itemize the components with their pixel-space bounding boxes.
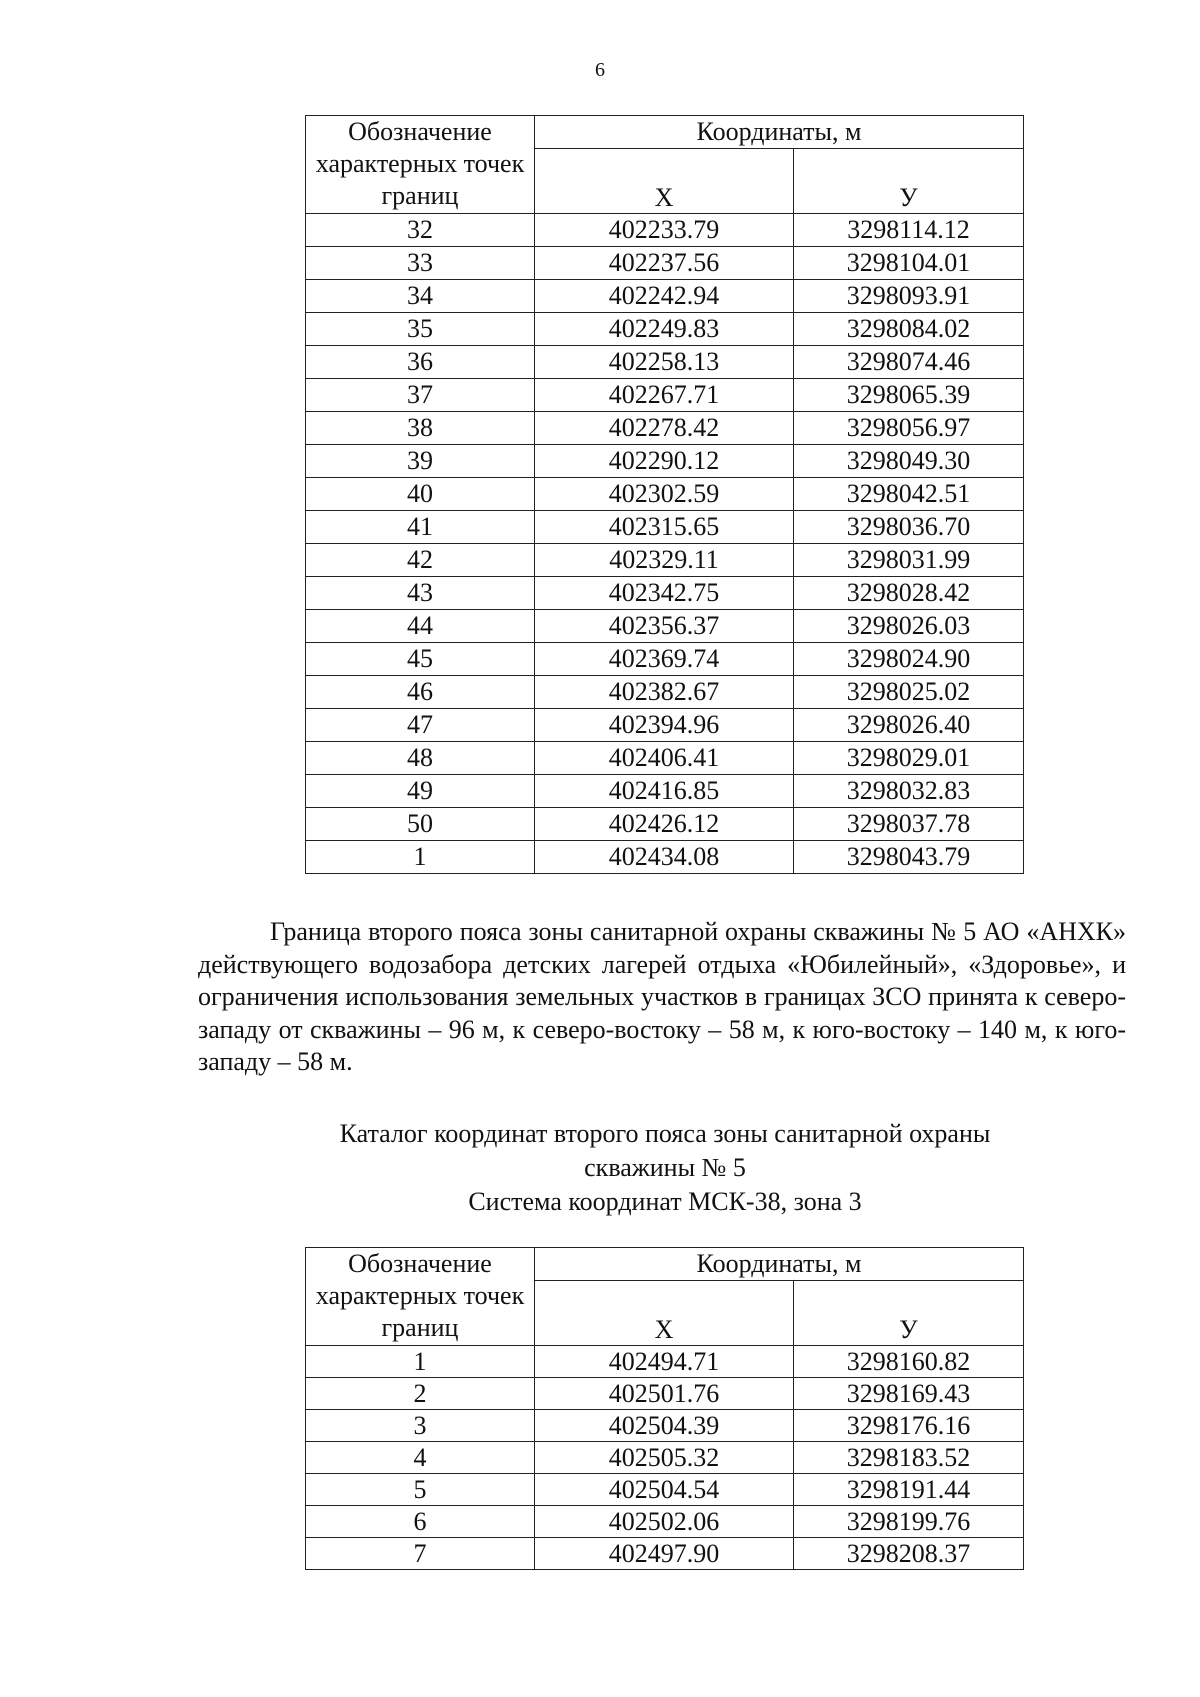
table-row: [306, 1538, 1024, 1570]
table-row: [306, 1506, 1024, 1538]
x-coordinate-cell: 402342.75: [535, 577, 794, 610]
y-coordinate-cell: 3298032.83: [794, 775, 1024, 808]
point-number-cell: 1: [306, 1346, 535, 1378]
y-coordinate-cell: 3298160.82: [794, 1346, 1024, 1378]
table-row: [306, 412, 1024, 445]
point-number-cell: 6: [306, 1506, 535, 1538]
x-coordinate-cell: 402302.59: [535, 478, 794, 511]
x-coordinate-cell: 402505.32: [535, 1442, 794, 1474]
y-coordinate-cell: 3298093.91: [794, 280, 1024, 313]
x-coordinate-cell: 402394.96: [535, 709, 794, 742]
point-number-cell: 42: [306, 544, 535, 577]
table-row: [306, 643, 1024, 676]
x-coordinate-cell: 402258.13: [535, 346, 794, 379]
point-number-cell: 2: [306, 1378, 535, 1410]
x-coordinate-cell: 402249.83: [535, 313, 794, 346]
point-number-cell: 45: [306, 643, 535, 676]
y-coordinate-cell: 3298031.99: [794, 544, 1024, 577]
table-row: [306, 1346, 1024, 1378]
y-coordinate-cell: 3298026.03: [794, 610, 1024, 643]
point-number-cell: 32: [306, 214, 535, 247]
x-coordinate-cell: 402504.54: [535, 1474, 794, 1506]
y-coordinate-cell: 3298169.43: [794, 1378, 1024, 1410]
table-row: [306, 808, 1024, 841]
x-coordinate-cell: 402494.71: [535, 1346, 794, 1378]
y-coordinate-cell: 3298024.90: [794, 643, 1024, 676]
header-y: У: [794, 1281, 1024, 1346]
x-coordinate-cell: 402369.74: [535, 643, 794, 676]
table-row: [306, 610, 1024, 643]
point-number-cell: 40: [306, 478, 535, 511]
table-row: [306, 346, 1024, 379]
point-number-cell: 38: [306, 412, 535, 445]
table-row: [306, 379, 1024, 412]
y-coordinate-cell: 3298056.97: [794, 412, 1024, 445]
y-coordinate-cell: 3298208.37: [794, 1538, 1024, 1570]
point-number-cell: 48: [306, 742, 535, 775]
table-row: [306, 841, 1024, 874]
y-coordinate-cell: 3298065.39: [794, 379, 1024, 412]
y-coordinate-cell: 3298084.02: [794, 313, 1024, 346]
header-point-label: Обозначение характерных точек границ: [306, 1248, 535, 1346]
x-coordinate-cell: 402315.65: [535, 511, 794, 544]
point-number-cell: 39: [306, 445, 535, 478]
point-number-cell: 47: [306, 709, 535, 742]
point-number-cell: 49: [306, 775, 535, 808]
y-coordinate-cell: 3298025.02: [794, 676, 1024, 709]
point-number-cell: 1: [306, 841, 535, 874]
x-coordinate-cell: 402242.94: [535, 280, 794, 313]
page-number: 6: [595, 59, 605, 81]
table-row: [306, 247, 1024, 280]
x-coordinate-cell: 402237.56: [535, 247, 794, 280]
point-number-cell: 35: [306, 313, 535, 346]
table-row: [306, 1474, 1024, 1506]
table-row: [306, 1410, 1024, 1442]
table-row: [306, 676, 1024, 709]
table-row: [306, 544, 1024, 577]
table-row: [306, 742, 1024, 775]
x-coordinate-cell: 402278.42: [535, 412, 794, 445]
header-coordinates: Координаты, м: [535, 116, 1024, 149]
y-coordinate-cell: 3298042.51: [794, 478, 1024, 511]
x-coordinate-cell: 402504.39: [535, 1410, 794, 1442]
point-number-cell: 4: [306, 1442, 535, 1474]
header-y: У: [794, 149, 1024, 214]
table-row: [306, 577, 1024, 610]
point-number-cell: 44: [306, 610, 535, 643]
catalog-caption-line-1: Каталог координат второго пояса зоны санитарной охраны: [339, 1119, 991, 1148]
x-coordinate-cell: 402382.67: [535, 676, 794, 709]
x-coordinate-cell: 402406.41: [535, 742, 794, 775]
table-row: [306, 313, 1024, 346]
x-coordinate-cell: 402290.12: [535, 445, 794, 478]
catalog-caption-line-2: скважины № 5: [584, 1153, 746, 1182]
point-number-cell: 46: [306, 676, 535, 709]
x-coordinate-cell: 402497.90: [535, 1538, 794, 1570]
x-coordinate-cell: 402233.79: [535, 214, 794, 247]
y-coordinate-cell: 3298037.78: [794, 808, 1024, 841]
y-coordinate-cell: 3298028.42: [794, 577, 1024, 610]
y-coordinate-cell: 3298176.16: [794, 1410, 1024, 1442]
point-number-cell: 36: [306, 346, 535, 379]
point-number-cell: 3: [306, 1410, 535, 1442]
table-row: [306, 478, 1024, 511]
point-number-cell: 5: [306, 1474, 535, 1506]
y-coordinate-cell: 3298049.30: [794, 445, 1024, 478]
point-number-cell: 41: [306, 511, 535, 544]
point-number-cell: 50: [306, 808, 535, 841]
header-x: Х: [535, 1281, 794, 1346]
x-coordinate-cell: 402426.12: [535, 808, 794, 841]
table-row: [306, 214, 1024, 247]
coordinates-table-1: [305, 115, 1024, 874]
y-coordinate-cell: 3298114.12: [794, 214, 1024, 247]
zone-description-paragraph: Граница второго пояса зоны санитарной охраны скважины № 5 АО «АНХК» действующего водозабора детских лагерей отдыха «Юбилейный», «Здоровье», и ограничения использования земельных участков в границах ЗСО принята к северо-западу от скважины – 96 м, к северо-востоку – 58 м, к юго-востоку – 140 м, к юго-западу – 58 м.: [198, 917, 1126, 1077]
table-body-2: [306, 1346, 1024, 1570]
catalog-caption-line-3: Система координат МСК-38, зона 3: [468, 1187, 862, 1216]
table-row: [306, 280, 1024, 313]
point-number-cell: 33: [306, 247, 535, 280]
table-row: [306, 775, 1024, 808]
x-coordinate-cell: 402502.06: [535, 1506, 794, 1538]
y-coordinate-cell: 3298036.70: [794, 511, 1024, 544]
y-coordinate-cell: 3298199.76: [794, 1506, 1024, 1538]
table-row: [306, 709, 1024, 742]
table-row: [306, 1442, 1024, 1474]
header-coordinates: Координаты, м: [535, 1248, 1024, 1281]
x-coordinate-cell: 402356.37: [535, 610, 794, 643]
x-coordinate-cell: 402267.71: [535, 379, 794, 412]
x-coordinate-cell: 402329.11: [535, 544, 794, 577]
x-coordinate-cell: 402434.08: [535, 841, 794, 874]
table-body-1: [306, 214, 1024, 874]
x-coordinate-cell: 402501.76: [535, 1378, 794, 1410]
y-coordinate-cell: 3298074.46: [794, 346, 1024, 379]
header-point-label: Обозначение характерных точек границ: [306, 116, 535, 214]
x-coordinate-cell: 402416.85: [535, 775, 794, 808]
table-row: [306, 1378, 1024, 1410]
table-row: [306, 511, 1024, 544]
coordinates-table-2: [305, 1247, 1024, 1570]
point-number-cell: 34: [306, 280, 535, 313]
header-x: Х: [535, 149, 794, 214]
y-coordinate-cell: 3298043.79: [794, 841, 1024, 874]
point-number-cell: 43: [306, 577, 535, 610]
y-coordinate-cell: 3298183.52: [794, 1442, 1024, 1474]
y-coordinate-cell: 3298029.01: [794, 742, 1024, 775]
y-coordinate-cell: 3298104.01: [794, 247, 1024, 280]
table-row: [306, 445, 1024, 478]
y-coordinate-cell: 3298191.44: [794, 1474, 1024, 1506]
y-coordinate-cell: 3298026.40: [794, 709, 1024, 742]
point-number-cell: 37: [306, 379, 535, 412]
point-number-cell: 7: [306, 1538, 535, 1570]
